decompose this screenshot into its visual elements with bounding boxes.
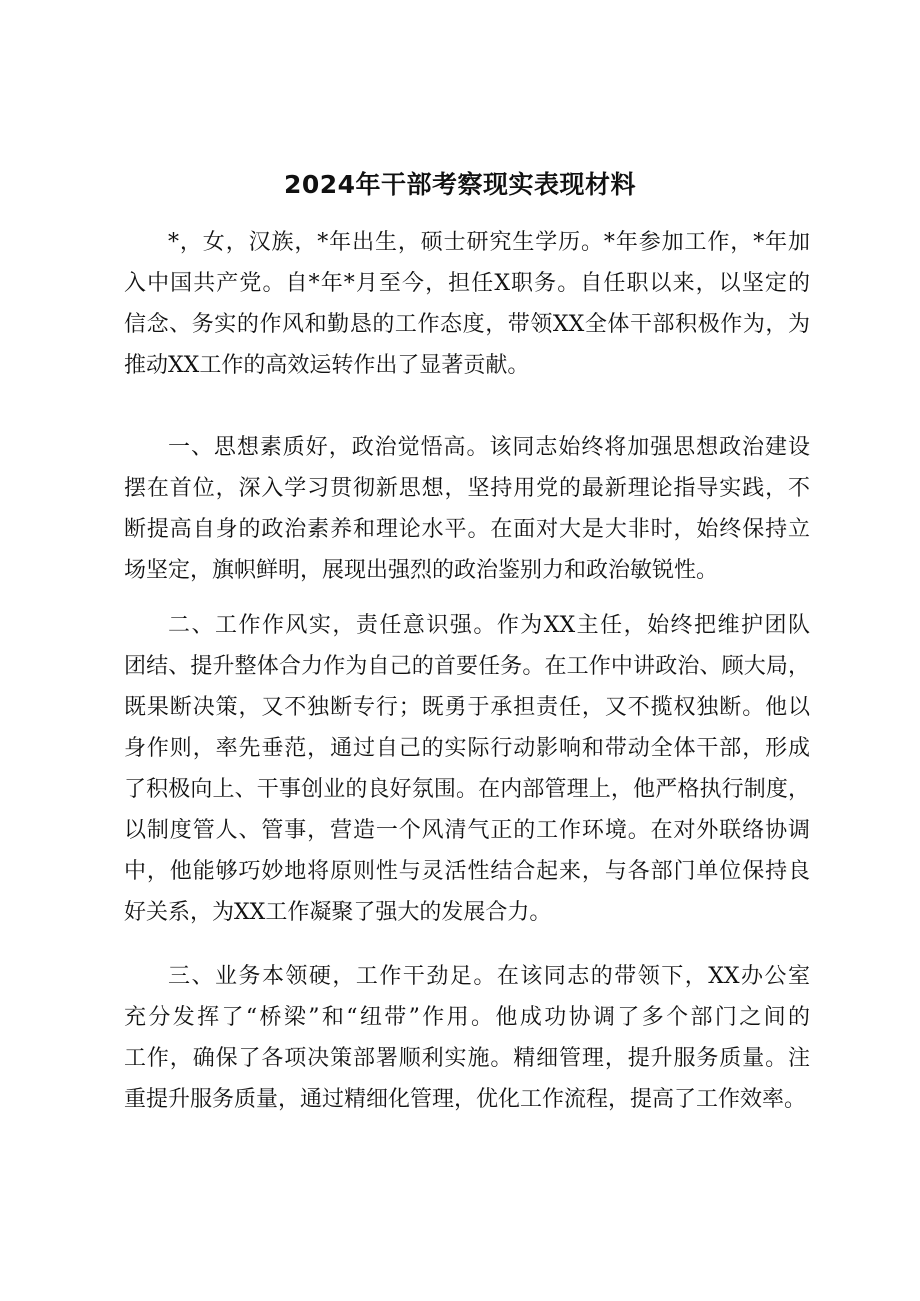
paragraph-political-quality xyxy=(124,427,810,591)
text-line: 场坚定，旗帜鲜明，展现出强烈的政治鉴别力和政治敏锐性。 xyxy=(124,558,719,583)
text-line: 团结、提升整体合力作为自己的首要任务。在工作中讲政治、顾大局， xyxy=(124,654,810,679)
text-line: 工作，确保了各项决策部署顺利实施。精细管理，提升服务质量。注 xyxy=(124,1046,810,1071)
text-line: 推动XX工作的高效运转作出了显著贡献。 xyxy=(124,353,530,378)
text-line: 好关系，为XX工作凝聚了强大的发展合力。 xyxy=(124,900,552,925)
text-line: 入中国共产党。自*年*月至今，担任X职务。自任职以来，以坚定的 xyxy=(124,271,810,296)
paragraph-work-style xyxy=(124,605,810,933)
paragraph-business-ability xyxy=(124,956,810,1120)
paragraph-intro xyxy=(124,222,810,386)
text-line: 重提升服务质量，通过精细化管理，优化工作流程，提高了工作效率。 xyxy=(124,1087,807,1112)
text-line: 以制度管人、管事，营造一个风清气正的工作环境。在对外联络协调 xyxy=(124,818,810,843)
text-line: 二、工作作风实，责任意识强。作为XX主任，始终把维护团队 xyxy=(168,613,810,638)
text-line: 既果断决策，又不独断专行；既勇于承担责任，又不揽权独断。他以 xyxy=(124,695,810,720)
text-line: 身作则，率先垂范，通过自己的实际行动影响和带动全体干部，形成 xyxy=(124,736,810,761)
text-line: 了积极向上、干事创业的良好氛围。在内部管理上，他严格执行制度， xyxy=(124,777,810,802)
text-line: 断提高自身的政治素养和理论水平。在面对大是大非时，始终保持立 xyxy=(124,517,810,542)
text-line: 摆在首位，深入学习贯彻新思想，坚持用党的最新理论指导实践，不 xyxy=(124,476,810,501)
text-line: *，女，汉族，*年出生，硕士研究生学历。*年参加工作，*年加 xyxy=(168,230,810,255)
text-line: 中，他能够巧妙地将原则性与灵活性结合起来，与各部门单位保持良 xyxy=(124,859,810,884)
text-line: 三、业务本领硬，工作干劲足。在该同志的带领下，XX办公室 xyxy=(168,964,810,989)
text-line: 信念、务实的作风和勤恳的工作态度，带领XX全体干部积极作为，为 xyxy=(124,312,810,337)
text-line: 充分发挥了“桥梁”和“纽带”作用。他成功协调了多个部门之间的 xyxy=(124,1005,810,1030)
document-title: 2024年干部考察现实表现材料 xyxy=(283,170,637,199)
text-line: 一、思想素质好，政治觉悟高。该同志始终将加强思想政治建设 xyxy=(168,435,810,460)
